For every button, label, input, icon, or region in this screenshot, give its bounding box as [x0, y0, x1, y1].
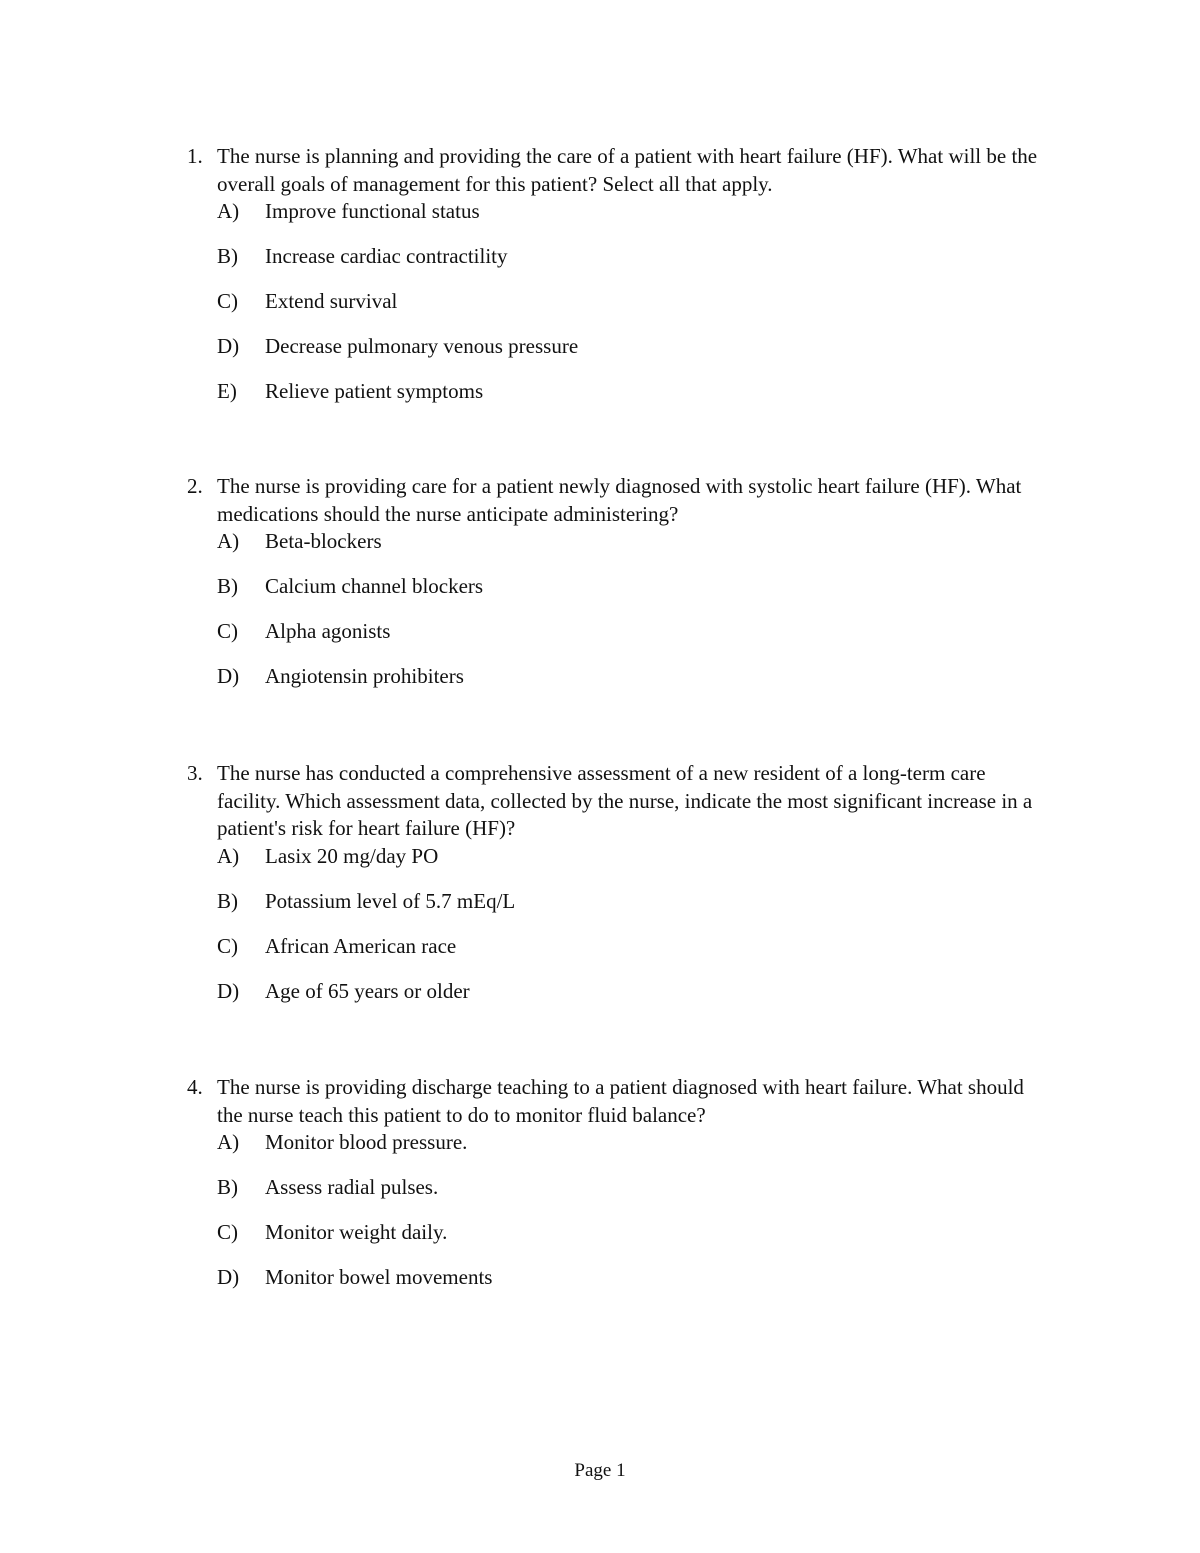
answer-option-c: [217, 1219, 1200, 1264]
option-letter: B): [217, 244, 238, 268]
option-text: Decrease pulmonary venous pressure: [265, 334, 579, 358]
page-number: Page 1: [574, 1460, 626, 1481]
answer-option-c: [217, 288, 1200, 333]
option-letter: B): [217, 574, 238, 598]
answer-option-a: [217, 528, 1200, 573]
option-text: Monitor blood pressure.: [265, 1130, 468, 1154]
answer-option-d: [217, 663, 1200, 708]
answer-option-d: [217, 1264, 1200, 1309]
option-text: Extend survival: [265, 289, 398, 313]
option-letter: C): [217, 619, 238, 643]
option-letter: D): [217, 334, 240, 358]
answer-option-b: [217, 243, 1200, 288]
answer-option-b: [217, 1174, 1200, 1219]
option-letter: B): [217, 888, 238, 913]
option-text: Assess radial pulses.: [265, 1175, 439, 1199]
question-stem: The nurse has conducted a comprehensive assessment of a new resident of a long-term care facility. Which assessment data, collected by the nurse, indicate the most significant increase in a patient's risk for heart failure (HF)?: [217, 761, 1033, 840]
answer-option-b: [217, 573, 1200, 618]
option-text: Monitor weight daily.: [265, 1220, 448, 1244]
answer-option-a: [217, 198, 1200, 243]
option-letter: A): [217, 529, 240, 553]
answer-option-d: [217, 978, 1200, 1023]
option-text: Alpha agonists: [265, 619, 391, 643]
option-letter: A): [217, 1130, 240, 1154]
question-stem: The nurse is providing discharge teaching to a patient diagnosed with heart failure. What should the nurse teach this patient to do to monitor fluid balance?: [217, 1075, 1024, 1127]
question-4: [0, 1074, 1200, 1309]
question-1: [0, 143, 1200, 423]
option-letter: E): [217, 379, 237, 403]
answer-option-c: [217, 618, 1200, 663]
option-letter: D): [217, 664, 240, 688]
option-letter: D): [217, 1265, 240, 1289]
option-text: Lasix 20 mg/day PO: [265, 843, 439, 868]
answer-option-a: [217, 843, 1200, 888]
option-text: Calcium channel blockers: [265, 574, 484, 598]
question-number: 2.: [187, 474, 203, 498]
answer-option-d: [217, 333, 1200, 378]
option-letter: A): [217, 199, 240, 223]
answer-option-e: [217, 378, 1200, 423]
option-text: Monitor bowel movements: [265, 1265, 493, 1289]
option-text: Beta-blockers: [265, 529, 382, 553]
option-letter: C): [217, 933, 238, 958]
question-stem: The nurse is providing care for a patient newly diagnosed with systolic heart failure (HF). What medications should the nurse anticipate administering?: [217, 474, 1022, 526]
option-text: Potassium level of 5.7 mEq/L: [265, 888, 516, 913]
option-text: Age of 65 years or older: [265, 978, 470, 1003]
option-text: Increase cardiac contractility: [265, 244, 508, 268]
answer-option-a: [217, 1129, 1200, 1174]
answer-option-b: [217, 888, 1200, 933]
question-2: [0, 473, 1200, 708]
option-letter: B): [217, 1175, 238, 1199]
question-number: 1.: [187, 144, 203, 168]
option-text: Angiotensin prohibiters: [265, 664, 464, 688]
option-text: African American race: [265, 933, 457, 958]
option-text: Improve functional status: [265, 199, 480, 223]
question-number: 3.: [187, 761, 203, 785]
question-3: [0, 760, 1200, 1023]
option-text: Relieve patient symptoms: [265, 379, 484, 403]
answer-option-c: [217, 933, 1200, 978]
option-letter: D): [217, 978, 240, 1003]
question-number: 4.: [187, 1075, 203, 1099]
option-letter: C): [217, 1220, 238, 1244]
question-stem: The nurse is planning and providing the care of a patient with heart failure (HF). What will be the overall goals of management for this patient? Select all that apply.: [217, 144, 1038, 196]
option-letter: C): [217, 289, 238, 313]
option-letter: A): [217, 843, 240, 868]
